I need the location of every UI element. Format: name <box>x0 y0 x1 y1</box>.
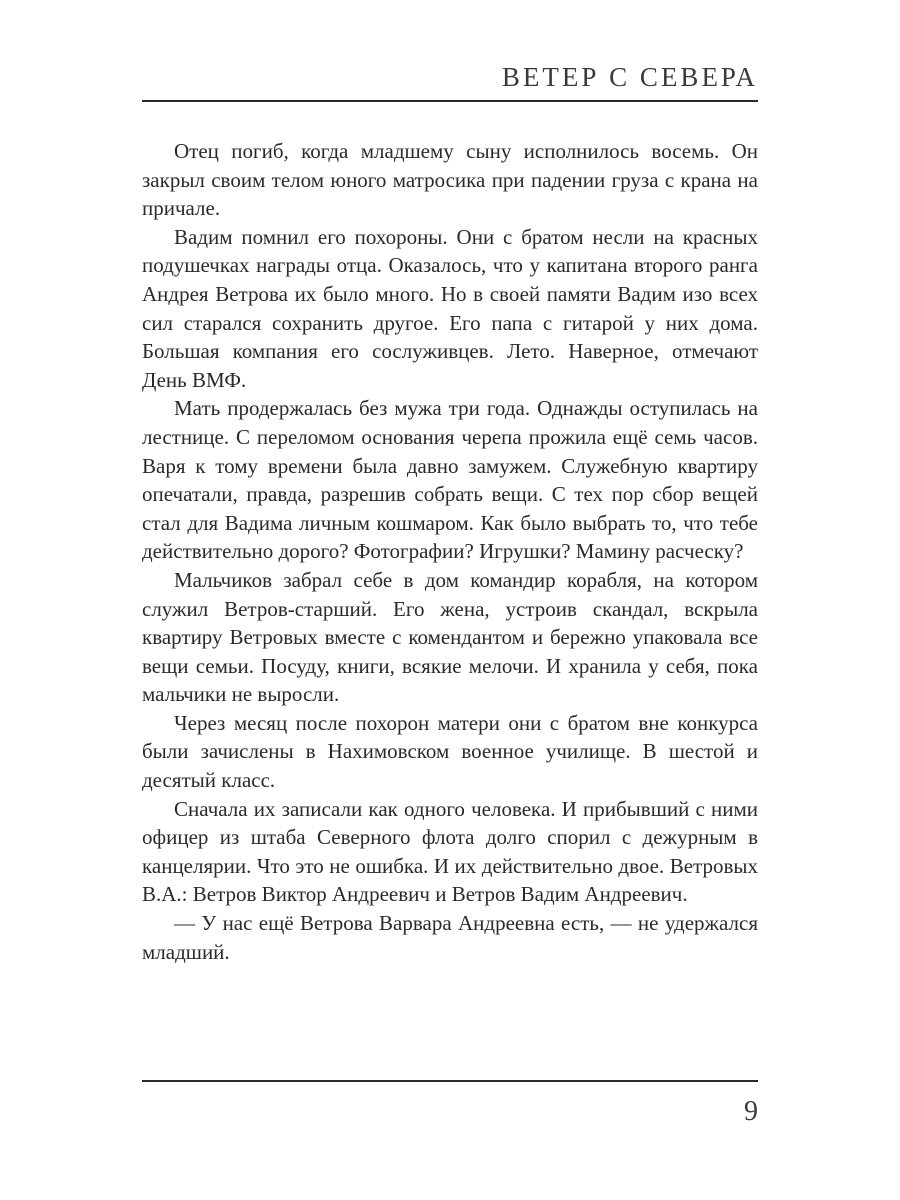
body-text <box>142 137 758 966</box>
paragraph: Сначала их записали как одного человека. И прибывший с ними офицер из штаба Северного флота долго спорил с дежурным в канцелярии. Что это не ошибка. И их действительно двое. Ветровых В.А.: Ветров Виктор Андреевич и Ветров Вадим Андреевич. <box>142 796 758 907</box>
paragraph: Через месяц после похорон матери они с братом вне конкурса были зачислены в Нахимовском военное училище. В шестой и десятый класс. <box>142 710 758 793</box>
page-number: 9 <box>744 1096 758 1127</box>
paragraph: Вадим помнил его похороны. Они с братом несли на красных подушечках награды отца. Оказалось, что у капитана второго ранга Андрея Ветрова их было много. Но в своей памяти Вадим изо всех сил старался сохранить другое. Его папа с гитарой у них дома. Большая компания его сослуживцев. Лето. Наверное, отмечают День ВМФ. <box>142 224 758 392</box>
header-rule <box>142 100 758 102</box>
footer-rule <box>142 1080 758 1082</box>
paragraph: Мальчиков забрал себе в дом командир корабля, на котором служил Ветров-старший. Его жена, устроив скандал, вскрыла квартиру Ветровых вместе с комендантом и бережно упаковала все вещи семьи. Посуду, книги, всякие мелочи. И хранила у себя, пока мальчики не выросли. <box>142 567 758 707</box>
paragraph: — У нас ещё Ветрова Варвара Андреевна есть, — не удержался младший. <box>142 911 758 964</box>
running-head-title: ВЕТЕР С СЕВЕРА <box>501 62 758 92</box>
paragraph: Мать продержалась без мужа три года. Однажды оступилась на лестнице. С переломом основания черепа прожила ещё семь часов. Варя к тому времени была давно замужем. Служебную квартиру опечатали, правда, разрешив собрать вещи. С тех пор сбор вещей стал для Вадима личным кошмаром. Как было выбрать то, что тебе действительно дорого? Фотографии? Игрушки? Мамину расческу? <box>142 396 758 564</box>
paragraph: Отец погиб, когда младшему сыну исполнилось восемь. Он закрыл своим телом юного матросика при падении груза с крана на причале. <box>142 139 758 221</box>
